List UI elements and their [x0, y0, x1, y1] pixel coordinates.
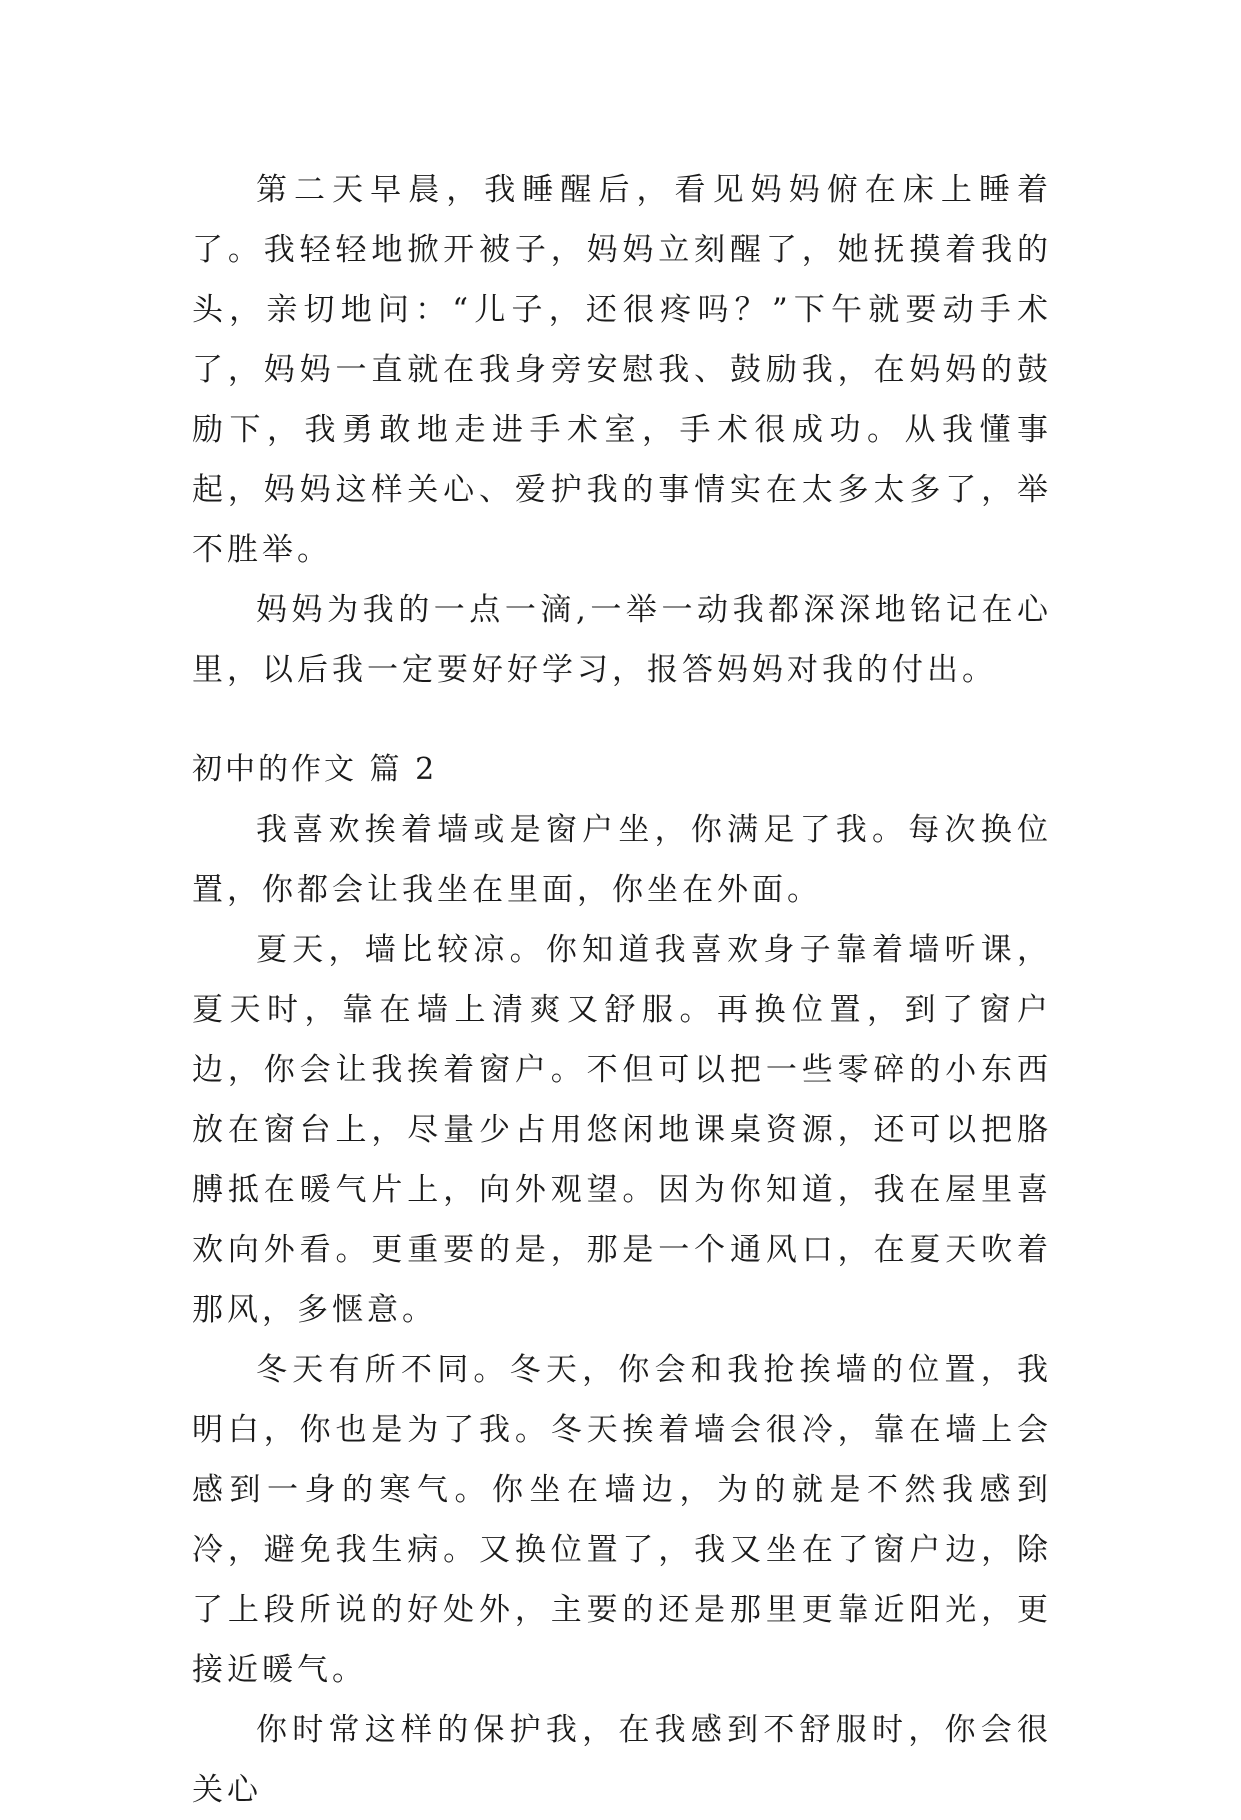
section-heading: 初中的作文 篇 2: [192, 752, 438, 787]
paragraph-section-3: 冬天有所不同。冬天，你会和我抢挨墙的位置，我明白，你也是为了我。冬天挨着墙会很冷，靠在墙上会感到一身的寒气。你坐在墙边，为的就是不然我感到冷，避免我生病。又换位置了，我又坐在了窗户边，除了上段所说的好处外，主要的还是那里更靠近阳光，更接近暖气。: [192, 1352, 1052, 1688]
paragraph-section-2: 夏天，墙比较凉。你知道我喜欢身子靠着墙听课，夏天时，靠在墙上清爽又舒服。再换位置，到了窗户边，你会让我挨着窗户。不但可以把一些零碎的小东西放在窗台上，尽量少占用悠闲地课桌资源，还可以把胳膊抵在暖气片上，向外观望。因为你知道，我在屋里喜欢向外看。更重要的是，那是一个通风口，在夏天吹着那风，多惬意。: [192, 932, 1052, 1328]
paragraph-section-4: 你时常这样的保护我，在我感到不舒服时，你会很关心: [192, 1712, 1052, 1808]
paragraph-section-1: 我喜欢挨着墙或是窗户坐，你满足了我。每次换位置，你都会让我坐在里面，你坐在外面。: [192, 812, 1052, 908]
document-body: [192, 160, 1052, 1820]
paragraph-continuation-2: 妈妈为我的一点一滴,一举一动我都深深地铭记在心里，以后我一定要好好学习，报答妈妈对我的付出。: [192, 592, 1052, 688]
paragraph-continuation-1: 第二天早晨，我睡醒后，看见妈妈俯在床上睡着了。我轻轻地掀开被子，妈妈立刻醒了，她抚摸着我的头，亲切地问：“儿子，还很疼吗？”下午就要动手术了，妈妈一直就在我身旁安慰我、鼓励我，在妈妈的鼓励下，我勇敢地走进手术室，手术很成功。从我懂事起，妈妈这样关心、爱护我的事情实在太多太多了，举不胜举。: [192, 172, 1052, 568]
